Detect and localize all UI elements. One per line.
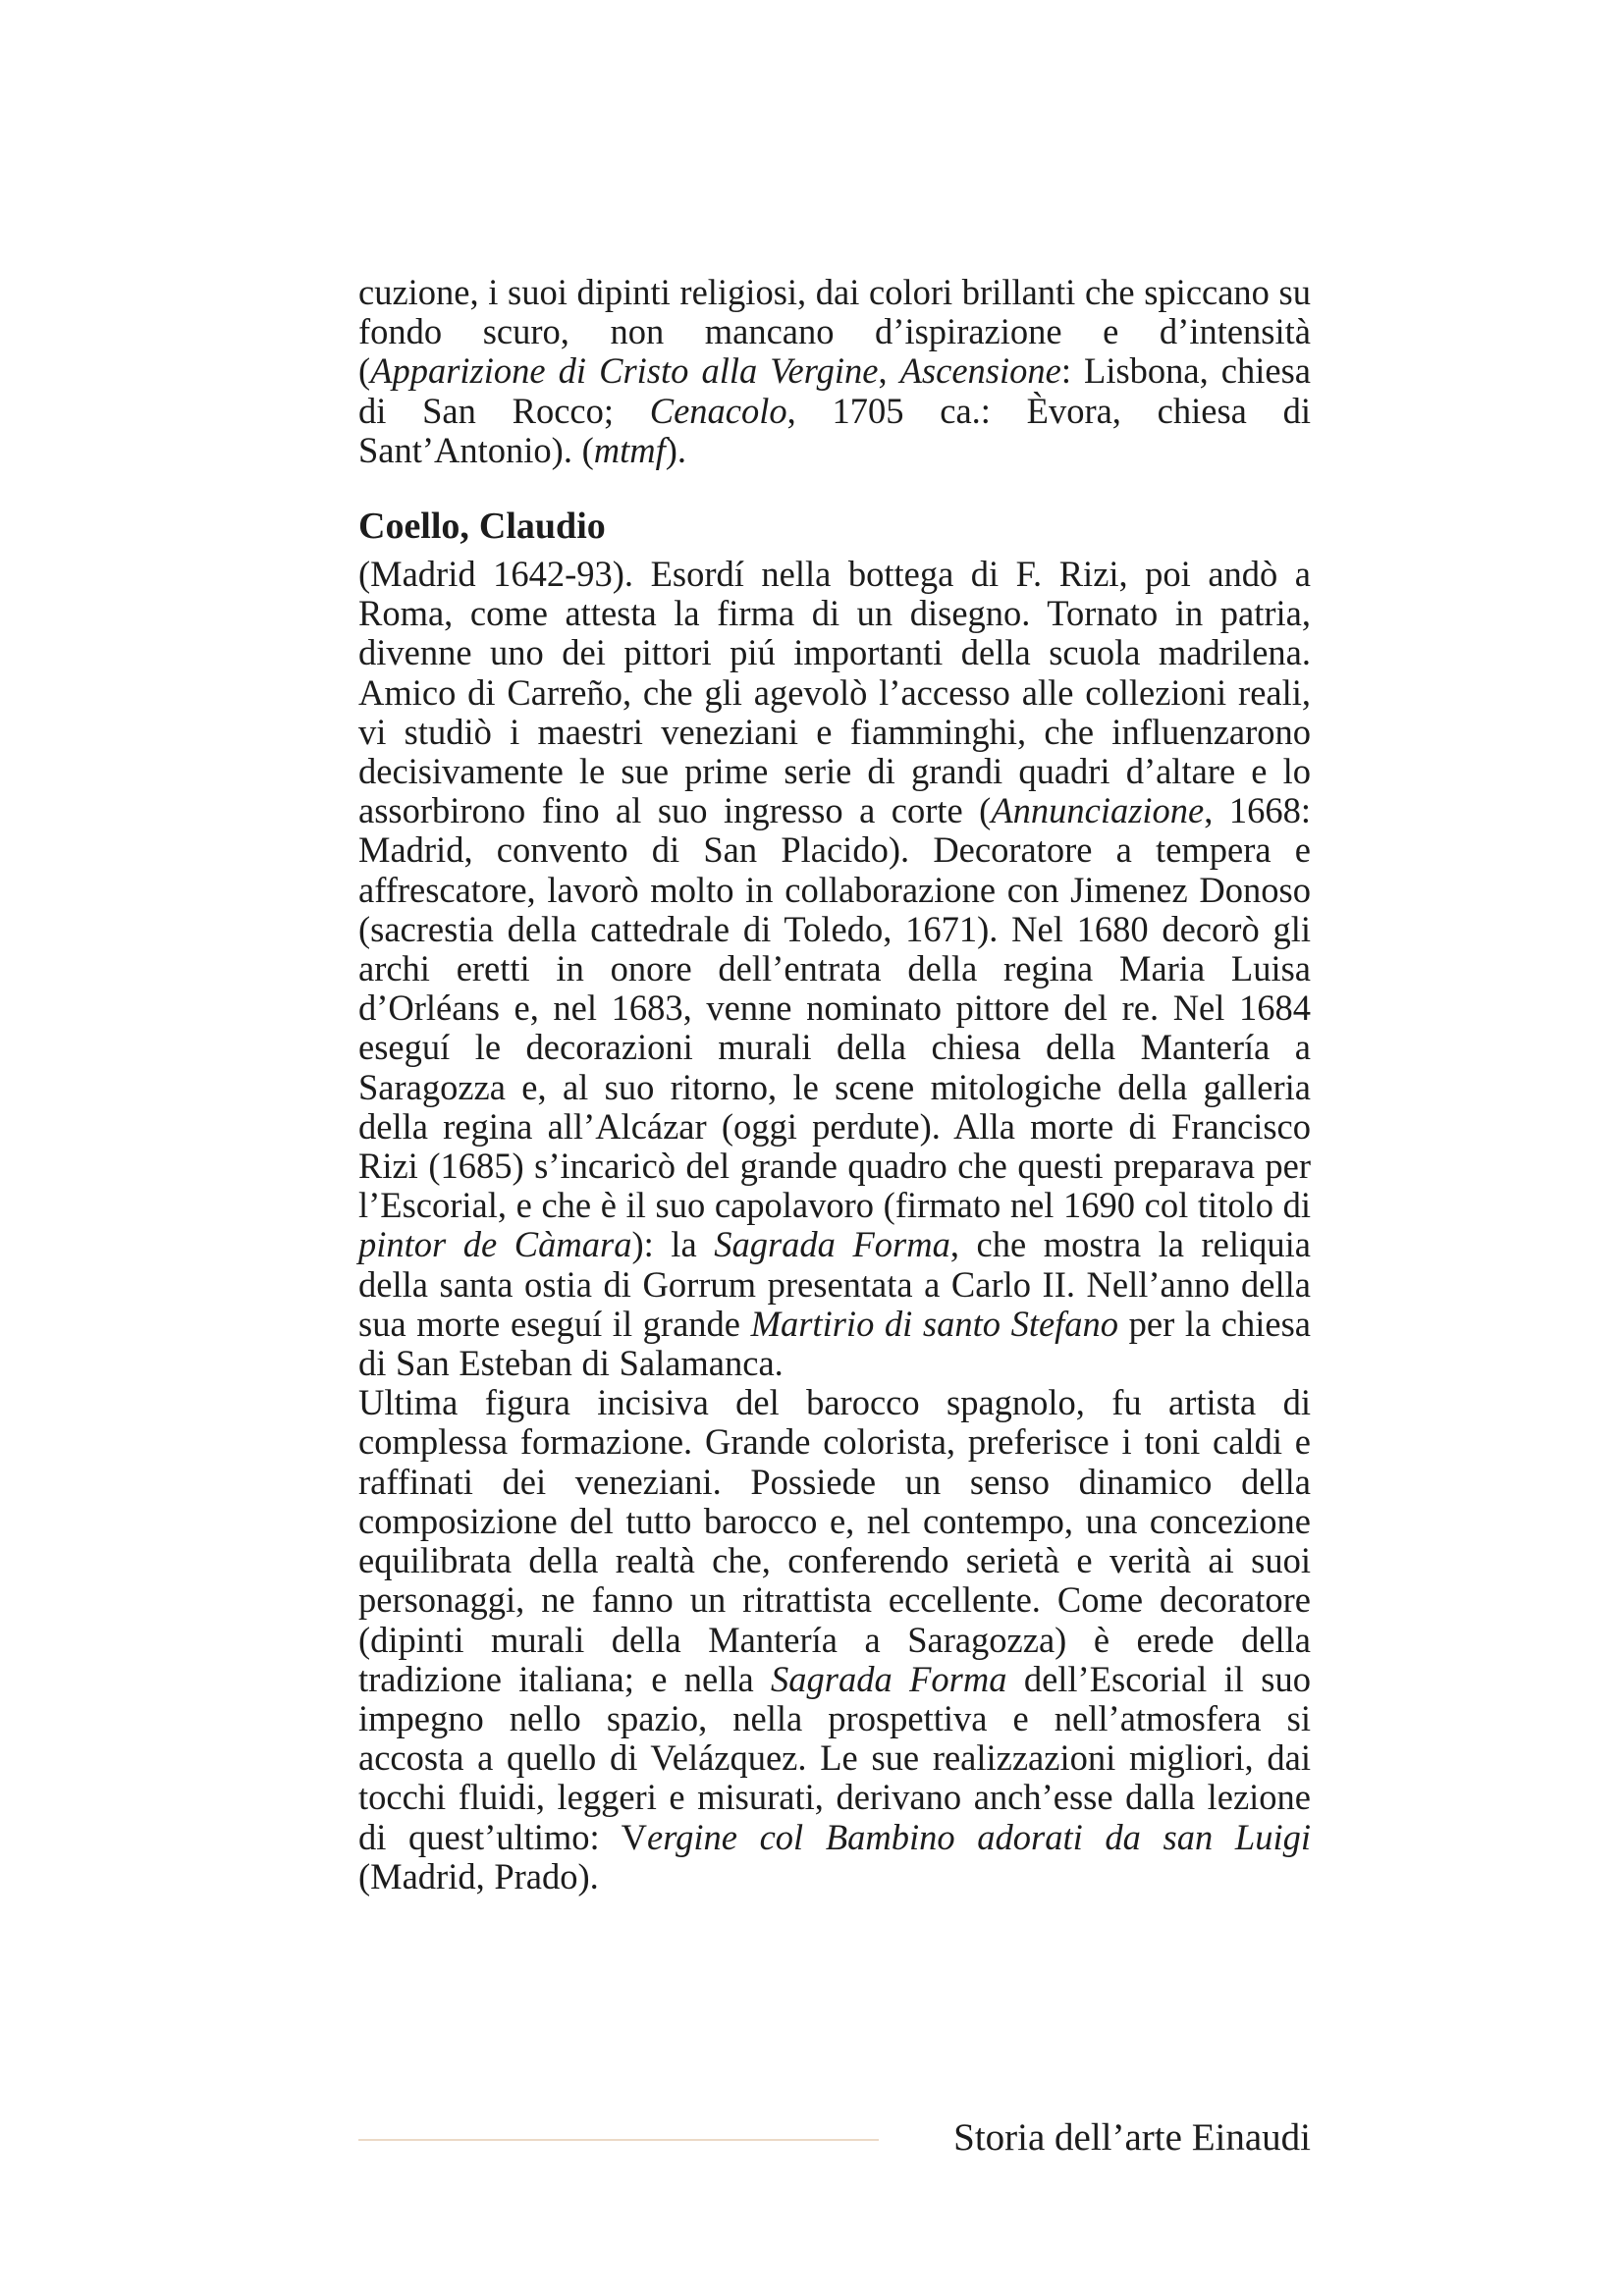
footer-title: Storia dell’arte Einaudi — [953, 2116, 1311, 2159]
entry-heading: Coello, Claudio — [358, 506, 606, 548]
italic-text: Martirio di santo Stefano — [750, 1303, 1119, 1344]
italic-text: mtmf — [593, 429, 666, 470]
body-text-run: per la chiesa di San Esteban di Salamanca. — [358, 1303, 1311, 1384]
body-text — [358, 273, 1311, 1896]
intro-paragraph — [358, 273, 1311, 470]
body-text-run: (Madrid, Prado). — [358, 1855, 599, 1896]
entry-paragraph-2 — [358, 1383, 1311, 1896]
italic-text: Annunciazione — [991, 790, 1205, 831]
body-text-run: ): la — [631, 1224, 715, 1265]
entry-paragraph-1 — [358, 555, 1311, 1383]
body-text-run: Ultima figura incisiva del barocco spagnolo, fu artista di complessa formazione. Grande colorista, preferisce i toni caldi e raffinati dei veneziani. Possiede un senso dinamico della composizione del tutto barocco e, nel contempo, una concezione equilibrata della realtà che, conferendo serietà e verità ai suoi personaggi, ne fanno un ritrattista eccellente. Come decoratore (dipinti murali della Mantería a Saragozza) è erede della tradizione italiana; e nella — [358, 1382, 1311, 1699]
italic-text: Ascensione — [899, 350, 1061, 392]
body-text-run: , che mostra la reliquia della santa ostia di Gorrum presentata a Carlo II. Nell’anno della sua morte eseguí il grande — [358, 1224, 1311, 1344]
italic-text: pintor de Càmara — [358, 1224, 632, 1265]
italic-text: Cenacolo — [649, 390, 787, 431]
body-text-run: , — [878, 350, 900, 392]
body-text-run: dell’Escorial il suo impegno nello spazio, nella prospettiva e nell’atmosfera si accosta a quello di Velázquez. Le sue realizzazioni migliori, dai tocchi fluidi, leggeri e misurati, derivano anch’esse dalla lezione di quest’ultimo: V — [358, 1658, 1311, 1857]
body-text-run: , 1668: Madrid, convento di San Placido). Decoratore a tempera e affrescatore, lavorò molto in collaborazione con Jimenez Donoso (sacrestia della cattedrale di Toledo, 1671). Nel 1680 decorò gli archi eretti in onore dell’entrata della regina Maria Luisa d’Orléans e, nel 1683, venne nominato pittore del re. Nel 1684 eseguí le decorazioni murali della chiesa della Mantería a Saragozza e, al suo ritorno, le scene mitologiche della galleria della regina all’Alcázar (oggi perdute). Alla morte di Francisco Rizi (1685) s’incaricò del grande quadro che questi preparava per l’Escorial, e che è il suo capolavoro (firmato nel 1690 col titolo di — [358, 790, 1311, 1226]
footer-rule — [358, 2139, 879, 2141]
italic-text: ergine col Bambino adorati da san Luigi — [647, 1816, 1311, 1857]
body-text-run: cuzione, i suoi dipinti religiosi, dai colori brillanti che spiccano su fondo scuro, non mancano d’ispirazione e d’intensità ( — [358, 272, 1312, 392]
italic-text: Apparizione di Cristo alla Vergine — [370, 350, 879, 392]
body-text-run: (Madrid 1642-93). Esordí nella bottega di F. Rizi, poi andò a Roma, come attesta la firma di un disegno. Tornato in patria, divenne uno dei pittori piú importanti della scuola madrilena. Amico di Carreño, che gli agevolò l’accesso alle collezioni reali, vi studiò i maestri veneziani e fiamminghi, che influenzarono decisivamente le sue prime serie di grandi quadri d’altare e lo assorbirono fino al suo ingresso a corte ( — [358, 554, 1311, 831]
body-text-run: ). — [665, 429, 687, 470]
body-text-run: : Lisbona, chiesa di San Rocco; — [358, 350, 1311, 431]
italic-text: Sagrada Forma — [714, 1224, 950, 1265]
body-text-run: , 1705 ca.: Èvora, chiesa di Sant’Antonio). ( — [358, 390, 1311, 470]
italic-text: Sagrada Forma — [771, 1658, 1007, 1699]
